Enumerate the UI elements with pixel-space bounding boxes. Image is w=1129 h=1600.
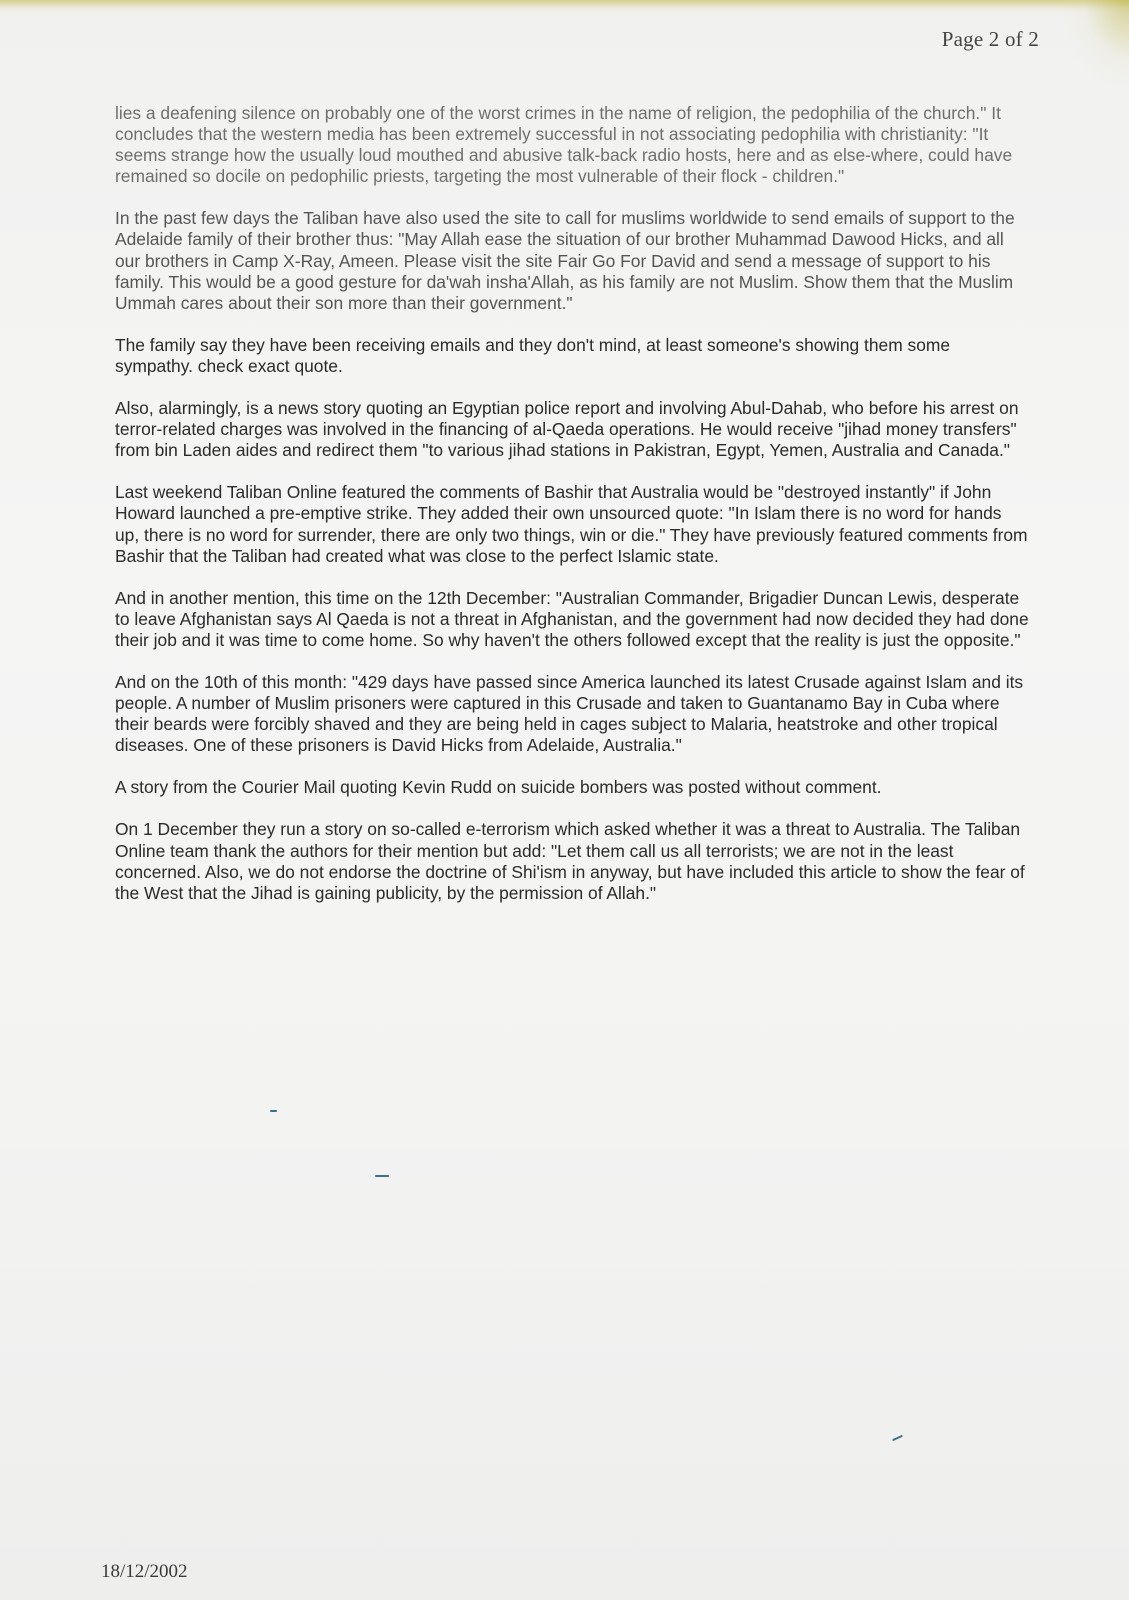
article-body bbox=[115, 103, 1030, 925]
paragraph-e-terrorism: On 1 December they run a story on so-called e-terrorism which asked whether it was a threat to Australia. The Taliban Online team thank the authors for their mention but add: "Let them call us all terrorists; we are not in the least concerned. Also, we do not endorse the doctrine of Shi'ism in anyway, but have included this article to show the fear of the West that the Jihad is gaining publicity, by the permission of Allah." bbox=[115, 819, 1025, 903]
paragraph-12th-december: And in another mention, this time on the 12th December: "Australian Commander, Brigadier Duncan Lewis, desperate to leave Afghanistan says Al Qaeda is not a threat in Afghanistan, and the government had now decided they had done their job and it was time to come home. So why haven't the others followed except that the reality is just the opposite." bbox=[115, 587, 1029, 650]
paragraph-10th-month: And on the 10th of this month: "429 days have passed since America launched its latest Crusade against Islam and its people. A number of Muslim prisoners were captured in this Crusade and taken to Guantanamo Bay in Cuba where their beards were forcibly shaved and they are being held in cages subject to Malaria, heatstroke and other tropical diseases. One of these prisoners is David Hicks from Adelaide, Australia." bbox=[115, 671, 1024, 756]
page-number: Page 2 of 2 bbox=[941, 27, 1039, 51]
document-date: 18/12/2002 bbox=[101, 1561, 188, 1582]
paragraph-family-response: The family say they have been receiving emails and they don't mind, at least someone's showing them some sympathy. check exact quote. bbox=[115, 334, 951, 376]
pen-mark bbox=[892, 1435, 903, 1441]
paragraph-abul-dahab: Also, alarmingly, is a news story quoting an Egyptian police report and involving Abul-Dahab, who before his arrest on terror-related charges was involved in the financing of al-Qaeda operations. He would receive "jihad money transfers" from bin Laden aides and redirect them "to various jihad stations in Pakistran, Egypt, Yemen, Australia and Canada." bbox=[115, 398, 1019, 461]
paragraph-courier-mail: A story from the Courier Mail quoting Kevin Rudd on suicide bombers was posted without comment. bbox=[115, 777, 882, 798]
paragraph-church-media: lies a deafening silence on probably one of the worst crimes in the name of religion, the pedophilia of the church." It concludes that the western media has been extremely successful in not associating pedophilia with christianity: "It seems strange how the usually loud mouthed and abusive talk-back radio hosts, here and as else-where, could have remained so docile on pedophilic priests, targeting the most vulnerable of their flock - children." bbox=[115, 103, 1013, 187]
paragraph-bashir: Last weekend Taliban Online featured the comments of Bashir that Australia would be "destroyed instantly" if John Howard launched a pre-emptive strike. They added their own unsourced quote: "In Islam there is no word for hands up, there is no word for surrender, there are only two things, win or die." They have previously featured comments from Bashir that the Taliban had created what was close to the perfect Islamic state. bbox=[115, 482, 1028, 566]
pen-mark bbox=[375, 1175, 389, 1177]
paragraph-email-campaign: In the past few days the Taliban have also used the site to call for muslims worldwide to send emails of support to the Adelaide family of their brother thus: "May Allah ease the situation of our brother Muhammad Dawood Hicks, and all our brothers in Camp X-Ray, Ameen. Please visit the site Fair Go For David and send a message of support to his family. This would be a good gesture for da'wah insha'Allah, as his family are not Muslim. Show them that the Muslim Ummah cares about their son more than their government." bbox=[115, 208, 1015, 313]
pen-mark bbox=[270, 1110, 277, 1112]
